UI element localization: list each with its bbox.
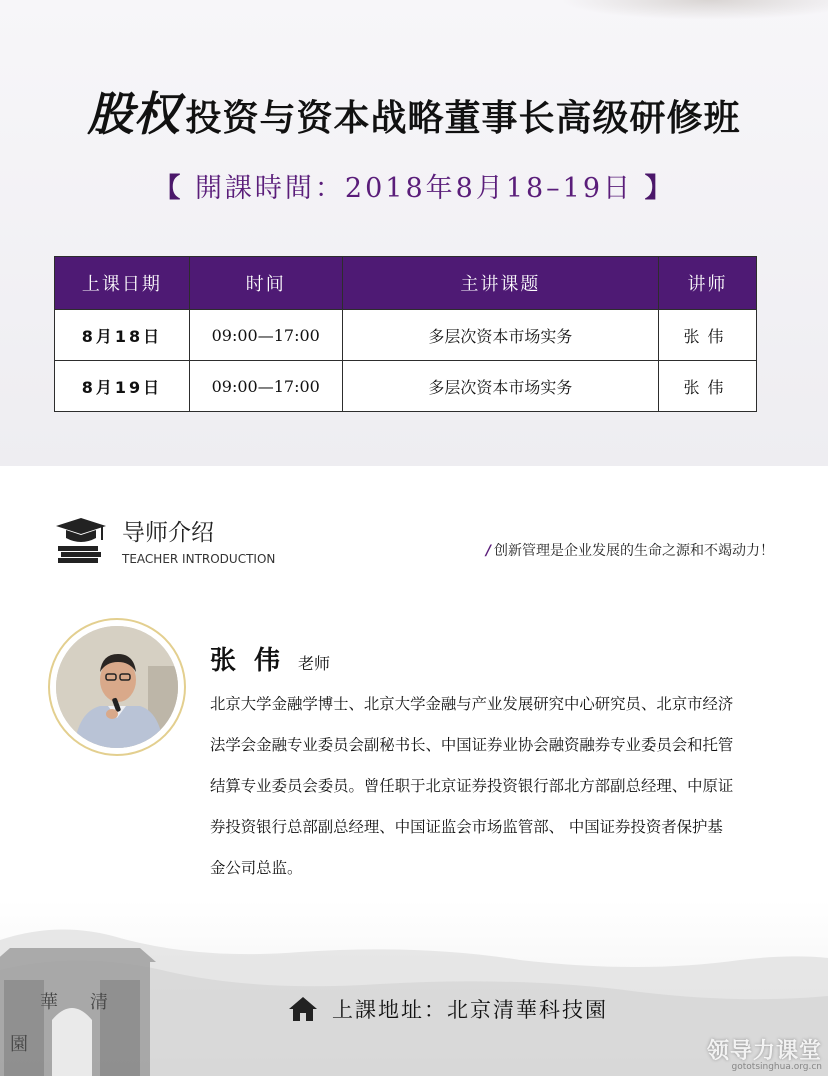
teacher-portrait-image — [56, 626, 178, 748]
teacher-bio: 北京大学金融学博士、北京大学金融与产业发展研究中心研究员、北京市经济法学会金融专业委员会副秘书长、中国证券业协会融资融券专业委员会和托管结算专业委员会委员。曾任职于北京证券投资银行部北方部副总经理、中原证券投资银行总部副总经理、中国证监会市场监管部、 中国证券投资者保护基金公司总监。 — [210, 695, 734, 877]
cell-time: 09:00—17:00 — [189, 310, 342, 361]
col-header-time: 时间 — [189, 257, 342, 310]
cell-topic: 多层次资本市场实务 — [342, 361, 658, 412]
cell-topic: 多层次资本市场实务 — [342, 310, 658, 361]
landscape-gate-illustration — [0, 900, 828, 1076]
date-open-bracket: 【 — [153, 173, 184, 204]
cell-date: 8月19日 — [55, 361, 190, 412]
page-title — [0, 78, 828, 144]
cell-teacher: 张伟 — [659, 361, 757, 412]
col-header-date: 上课日期 — [55, 257, 190, 310]
cell-time: 09:00—17:00 — [189, 361, 342, 412]
teacher-photo-frame — [48, 618, 186, 756]
teacher-name — [210, 640, 330, 677]
table-row — [55, 310, 757, 361]
slogan — [486, 540, 774, 560]
slogan-text: 创新管理是企业发展的生命之源和不竭动力！ — [494, 543, 774, 559]
decorative-smudge — [560, 0, 828, 20]
col-header-topic: 主讲课题 — [342, 257, 658, 310]
slogan-mark: / — [485, 543, 491, 559]
table-row — [55, 361, 757, 412]
table-header-row — [55, 257, 757, 310]
section-subtitle: TEACHER INTRODUCTION — [122, 552, 276, 566]
watermark-title: 领导力课堂 — [706, 1039, 822, 1064]
teacher-name-text: 张伟 — [210, 646, 299, 676]
title-calligraphy: 股权 — [87, 87, 180, 141]
course-date — [0, 166, 828, 205]
address: 上課地址：北京清華科技園 — [332, 998, 608, 1022]
graduation-cap-icon — [54, 516, 108, 564]
cell-teacher: 张伟 — [659, 310, 757, 361]
cell-date: 8月18日 — [55, 310, 190, 361]
teacher-role: 老师 — [298, 654, 331, 673]
title-rest: 投资与资本战略董事长高级研修班 — [185, 98, 741, 139]
gate-inscription-3: 園 — [10, 1034, 28, 1055]
date-close-bracket: 】 — [644, 173, 675, 204]
date-text: 開課時間：2018年8月18–19日 — [194, 173, 634, 204]
gate-inscription-2: 清 — [90, 992, 108, 1013]
gate-inscription-1: 華 — [40, 992, 58, 1013]
home-icon — [288, 996, 318, 1022]
section-title: 导师介绍 — [122, 520, 214, 546]
watermark-url: gototsinghua.org.cn — [731, 1062, 822, 1072]
bottom-scenery — [0, 900, 828, 1076]
teacher-intro-header — [54, 514, 774, 570]
teacher-photo — [56, 626, 178, 748]
schedule-table — [54, 256, 757, 412]
col-header-teacher: 讲师 — [659, 257, 757, 310]
